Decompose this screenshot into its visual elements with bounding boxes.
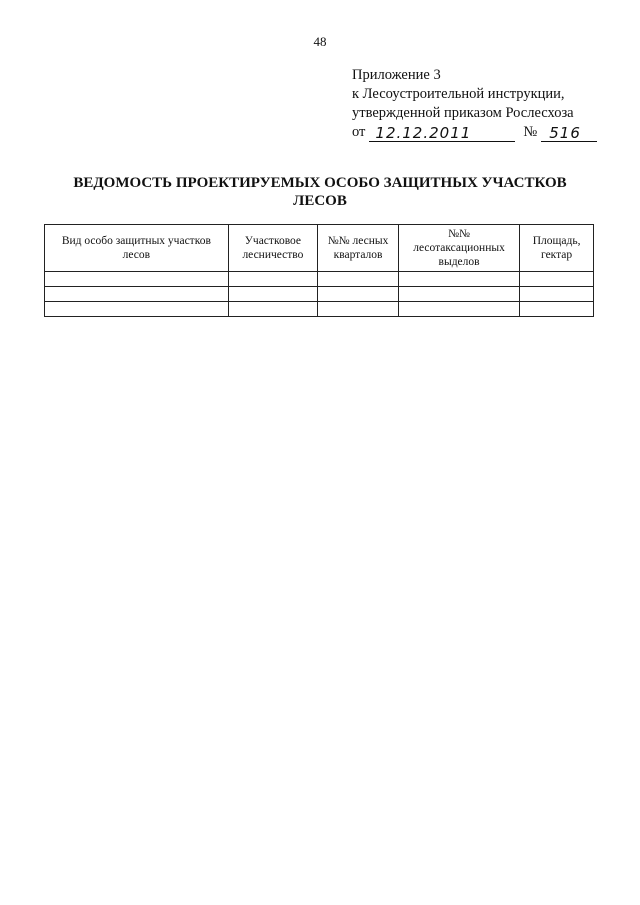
table-header-row (45, 225, 594, 272)
title-line-2: ЛЕСОВ (293, 193, 347, 209)
table-cell (318, 272, 399, 287)
protective-plots-table (44, 224, 594, 317)
table-cell (318, 287, 399, 302)
title-line-1: ВЕДОМОСТЬ ПРОЕКТИРУЕМЫХ ОСОБО ЗАЩИТНЫХ УЧАСТКОВ (73, 175, 567, 191)
order-number: 516 (541, 125, 597, 142)
appendix-line-1: Приложение 3 (352, 67, 441, 83)
header-taxation-units: №№ лесотаксационных выделов (398, 225, 519, 272)
document-title (40, 174, 600, 210)
order-date: 12.12.2011 (369, 125, 515, 142)
page-number: 48 (313, 34, 327, 49)
table-cell (45, 287, 229, 302)
table-cell (45, 272, 229, 287)
header-area: Площадь, гектар (520, 225, 594, 272)
appendix-line-2: к Лесоустроительной инструкции, (352, 86, 565, 102)
table-cell (398, 302, 519, 317)
table-cell (228, 287, 317, 302)
order-reference (352, 123, 612, 142)
appendix-block (352, 66, 612, 142)
table-cell (398, 272, 519, 287)
table-row (45, 287, 594, 302)
date-prefix: от (352, 124, 366, 140)
header-district-forestry: Участковое лесничество (228, 225, 317, 272)
table-cell (520, 272, 594, 287)
table-cell (318, 302, 399, 317)
table-cell (520, 302, 594, 317)
table-cell (228, 302, 317, 317)
header-plot-type: Вид особо защитных участков лесов (45, 225, 229, 272)
table-cell (398, 287, 519, 302)
header-forest-quarters: №№ лесных кварталов (318, 225, 399, 272)
number-prefix: № (523, 124, 538, 140)
table-row (45, 302, 594, 317)
table-row (45, 272, 594, 287)
table-cell (228, 272, 317, 287)
table-cell (520, 287, 594, 302)
table-cell (45, 302, 229, 317)
appendix-line-3: утвержденной приказом Рослесхоза (352, 105, 574, 121)
